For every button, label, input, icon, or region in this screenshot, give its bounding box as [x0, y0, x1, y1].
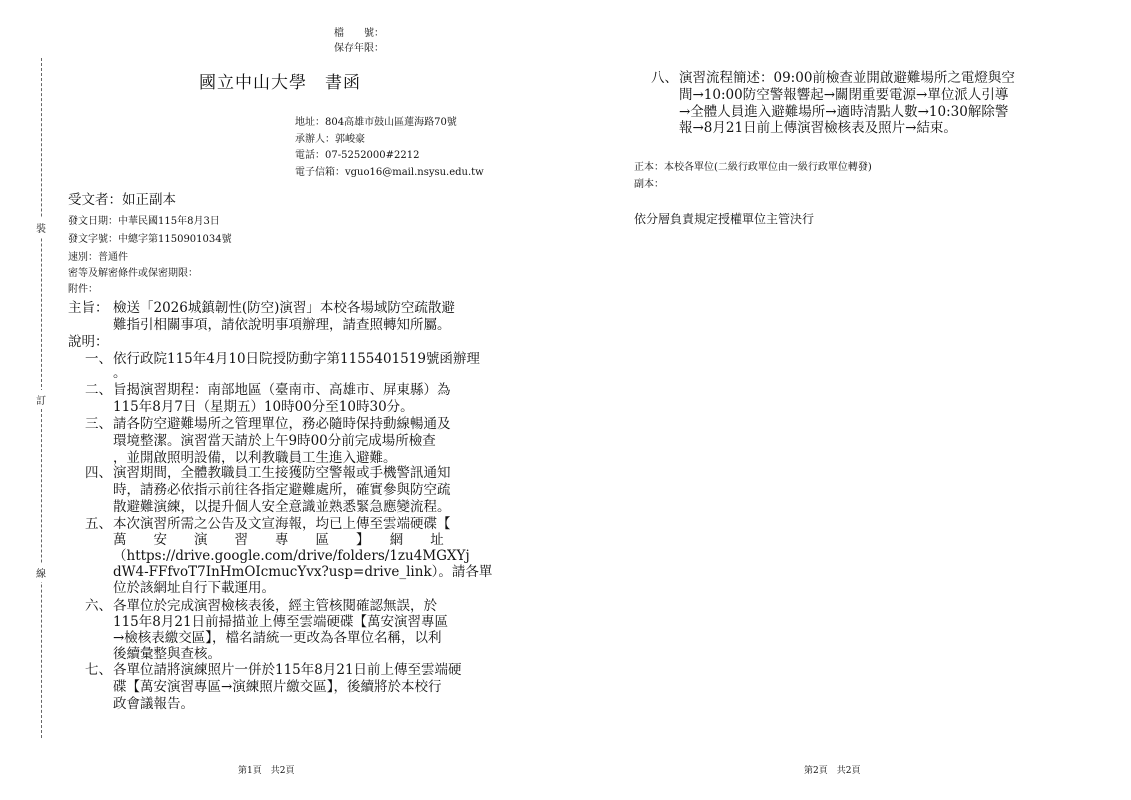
- item-line: 旨揭演習期程：南部地區（臺南市、高雄市、屏東縣）為: [113, 382, 451, 398]
- item-line: 間→10:00防空警報響起→關閉重要電源→單位派人引導: [679, 87, 1009, 103]
- item-line: 報→8月21日前上傳演習檢核表及照片→結束。: [679, 120, 957, 136]
- secrecy: 密等及解密條件或保密期限：: [68, 268, 198, 279]
- item-line: 115年8月21日前掃描並上傳至雲端硬碟【萬安演習專區: [113, 614, 449, 630]
- document-number: 發文字號：中總字第1150901034號: [68, 234, 232, 245]
- item-line: 115年8月7日（星期五）10時00分至10時30分。: [113, 399, 414, 415]
- item-line: 請各防空避難場所之管理單位，務必隨時保持動線暢通及: [113, 416, 451, 432]
- issue-date: 發文日期：中華民國115年8月3日: [68, 216, 220, 227]
- item-line: 本次演習所需之公告及文宣海報，均已上傳至雲端硬碟【: [113, 516, 451, 532]
- page-number-1: 第1頁 共2頁: [238, 766, 295, 776]
- item-line-url: dW4-FFfvoT7InHmOIcmucYvx?usp=drive_link）。請各單: [113, 564, 493, 580]
- item-line: 位於該網址自行下載運用。: [113, 580, 275, 596]
- item-line: 時，請務必依指示前往各指定避難處所，確實參與防空疏: [113, 482, 451, 498]
- phone: 電話：07-5252000#2212: [295, 150, 420, 161]
- document-title: 國立中山大學 書函: [199, 73, 361, 93]
- binding-char-ding: 訂: [36, 390, 46, 409]
- copy-recipients: 副本：: [634, 179, 664, 190]
- item-line: 各單位於完成演習檢核表後，經主管核閱確認無誤，於: [113, 598, 437, 614]
- item-line-url: （https://drive.google.com/drive/folders/1zu4MGXYj: [113, 548, 470, 564]
- item-line: 各單位請將演練照片一併於115年8月21日前上傳至雲端硬: [113, 662, 462, 678]
- handler: 承辦人：郭峻豪: [295, 134, 365, 145]
- item-line: 。: [113, 365, 127, 381]
- signing-authority: 依分層負責規定授權單位主管決行: [634, 212, 815, 226]
- subject-line: 難指引相關事項，請依說明事項辦理，請查照轉知所屬。: [113, 317, 451, 333]
- item-number: 二、: [85, 382, 112, 398]
- item-number: 三、: [85, 416, 112, 432]
- email: 電子信箱：vguo16@mail.nsysu.edu.tw: [295, 167, 484, 178]
- item-line: 政會議報告。: [113, 696, 194, 712]
- item-number: 五、: [85, 516, 112, 532]
- binding-char-zhuang: 裝: [36, 218, 46, 237]
- item-line: ，並開啟照明設備，以利教職員工生進入避難。: [113, 450, 397, 466]
- item-line: 萬 安 演 習 專 區 】 網 址: [113, 532, 444, 548]
- item-line: 演習期間，全體教職員工生接獲防空警報或手機警訊通知: [113, 465, 451, 481]
- original-recipients: 正本：本校各單位(二級行政單位由一級行政單位轉發): [634, 162, 872, 173]
- item-number: 七、: [85, 662, 112, 678]
- binding-char-xian: 線: [36, 563, 46, 582]
- file-number-label: 檔 號：: [334, 28, 384, 39]
- item-line: →檢核表繳交區】，檔名請統一更改為各單位名稱，以利: [113, 630, 442, 646]
- item-number: 八、: [651, 70, 678, 86]
- attachment: 附件：: [68, 284, 98, 295]
- retention-label: 保存年限：: [334, 43, 384, 54]
- item-line: 環境整潔。演習當天請於上午9時00分前完成場所檢查: [113, 433, 436, 449]
- item-line: 後續彙整與查核。: [113, 646, 221, 662]
- item-number: 一、: [85, 351, 112, 367]
- subject-line: 檢送「2026城鎮韌性(防空)演習」本校各場域防空疏散避: [113, 300, 455, 316]
- item-line: →全體人員進入避難場所→適時清點人數→10:30解除警: [679, 104, 1009, 120]
- item-line: 散避難演練，以提升個人安全意識並熟悉緊急應變流程。: [113, 499, 451, 515]
- item-number: 六、: [85, 598, 112, 614]
- recipient: 受文者：如正副本: [68, 192, 176, 208]
- explanation-label: 說明：: [68, 334, 109, 350]
- speed: 速別：普通件: [68, 252, 128, 263]
- item-line: 依行政院115年4月10日院授防動字第1155401519號函辦理: [113, 351, 480, 367]
- subject-label: 主旨：: [68, 300, 109, 316]
- address: 地址：804高雄市鼓山區蓮海路70號: [295, 117, 457, 128]
- item-number: 四、: [85, 465, 112, 481]
- item-line: 碟【萬安演習專區→演練照片繳交區】，後續將於本校行: [113, 679, 442, 695]
- page-number-2: 第2頁 共2頁: [804, 766, 861, 776]
- item-line: 演習流程簡述：09:00前檢查並開啟避難場所之電燈與空: [679, 70, 1015, 86]
